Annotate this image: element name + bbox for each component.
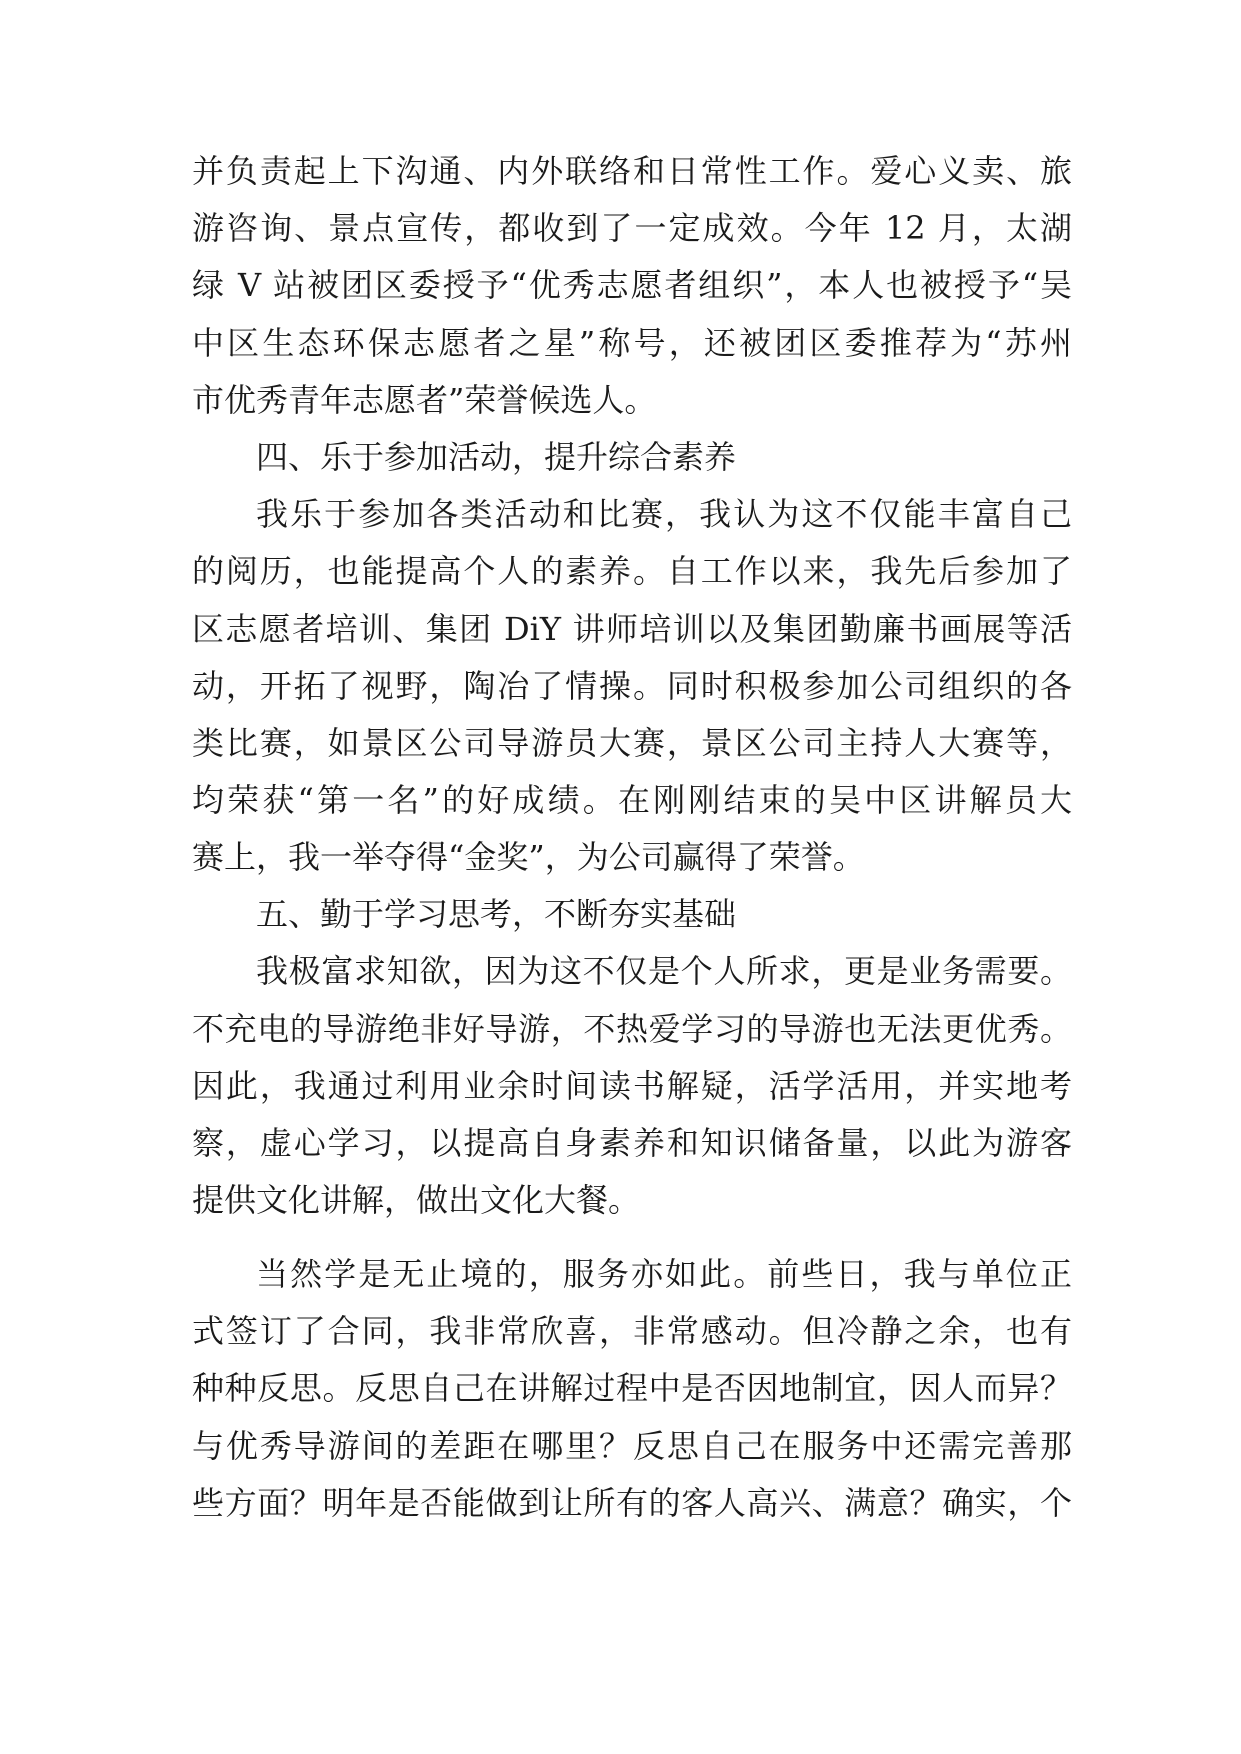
body-text-line: 察，虚心学习，以提高自身素养和知识储备量，以此为游客 (192, 1124, 1072, 1162)
paragraph-last-line: 提供文化讲解，做出文化大餐。 (192, 1181, 641, 1219)
body-text-line: 均荣获“第一名”的好成绩。在刚刚结束的吴中区讲解员大 (192, 781, 1072, 819)
body-text-line: 类比赛，如景区公司导游员大赛，景区公司主持人大赛等， (192, 724, 1072, 762)
body-text-line: 游咨询、景点宣传，都收到了一定成效。今年 12 月，太湖 (192, 209, 1072, 247)
body-text-line: 不充电的导游绝非好导游，不热爱学习的导游也无法更优秀。 (192, 1010, 1072, 1048)
body-text-line: 的阅历，也能提高个人的素养。自工作以来，我先后参加了 (192, 552, 1072, 590)
body-text-line: 因此，我通过利用业余时间读书解疑，活学活用，并实地考 (192, 1067, 1072, 1105)
body-text-line: 与优秀导游间的差距在哪里？反思自己在服务中还需完善那 (192, 1427, 1072, 1465)
body-text-line: 动，开拓了视野，陶冶了情操。同时积极参加公司组织的各 (192, 667, 1072, 705)
body-text-line: 种种反思。反思自己在讲解过程中是否因地制宜，因人而异？ (192, 1369, 1072, 1407)
paragraph-last-line: 赛上，我一举夺得“金奖”，为公司赢得了荣誉。 (192, 838, 865, 876)
paragraph-first-line: 当然学是无止境的，服务亦如此。前些日，我与单位正 (256, 1255, 1072, 1293)
paragraph-last-line: 市优秀青年志愿者”荣誉候选人。 (192, 381, 657, 419)
section-heading: 四、乐于参加活动，提升综合素养 (256, 438, 737, 476)
body-text-line: 绿 V 站被团区委授予“优秀志愿者组织”，本人也被授予“吴 (192, 266, 1072, 304)
section-heading: 五、勤于学习思考，不断夯实基础 (256, 895, 737, 933)
body-text-line: 些方面？明年是否能做到让所有的客人高兴、满意？确实，个 (192, 1484, 1072, 1522)
paragraph-first-line: 我极富求知欲，因为这不仅是个人所求，更是业务需要。 (256, 952, 1072, 990)
paragraph-first-line: 我乐于参加各类活动和比赛，我认为这不仅能丰富自己 (256, 495, 1072, 533)
body-text-line: 中区生态环保志愿者之星”称号，还被团区委推荐为“苏州 (192, 324, 1072, 362)
body-text-line: 区志愿者培训、集团 DiY 讲师培训以及集团勤廉书画展等活 (192, 610, 1072, 648)
body-text-line: 式签订了合同，我非常欣喜，非常感动。但冷静之余，也有 (192, 1312, 1072, 1350)
body-text-line: 并负责起上下沟通、内外联络和日常性工作。爱心义卖、旅 (192, 152, 1072, 190)
